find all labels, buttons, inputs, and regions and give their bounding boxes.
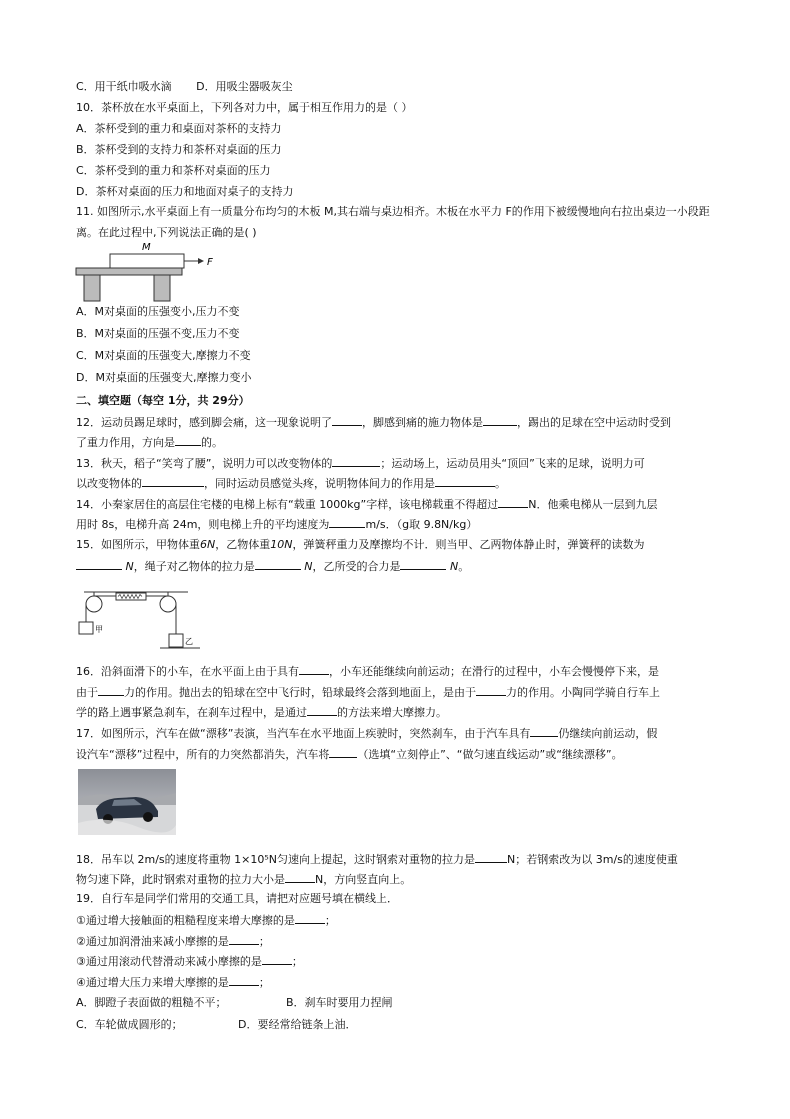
q13-blank-3[interactable]: [435, 475, 495, 487]
q19-blank-3[interactable]: [262, 953, 292, 965]
board-m: [110, 254, 184, 268]
q19-option-c: C．车轮做成圆形的；: [76, 1018, 183, 1031]
q15-blank-3[interactable]: [400, 558, 446, 570]
q15-unit-2: N: [304, 560, 313, 573]
label-f: F: [207, 257, 213, 268]
q13-blank-2[interactable]: [142, 475, 204, 487]
block-jia: [79, 622, 93, 634]
q15-text-2: ，乙物体重: [215, 538, 271, 551]
q18-text-2: N；若钢索改为以 3m/s的速度使重: [507, 853, 678, 866]
q10-option-a: A．茶杯受到的重力和桌面对茶杯的支持力: [76, 122, 282, 135]
pulley-right: [160, 596, 176, 612]
q15-text-5: ，乙所受的合力是: [312, 560, 401, 573]
q16-blank-4[interactable]: [307, 704, 337, 716]
q14-text-3: 用时 8s，电梯升高 24m，则电梯上升的平均速度为: [76, 518, 330, 531]
q12-text-2: ，脚感到痛的施力物体是: [362, 416, 483, 429]
q16-text-4: 力的作用。抛出去的铅球在空中飞行时，铅球最终会落到地面上，是由于: [124, 686, 476, 699]
pulley-left: [86, 596, 102, 612]
q17-text-3: 设汽车“漂移”过程中，所有的力突然都消失，汽车将: [76, 748, 330, 761]
q18-line-2: [76, 871, 411, 887]
q19-options-cd: [76, 1018, 356, 1032]
q12-text-3: ，踢出的足球在空中运动时受到: [517, 416, 671, 429]
q16-blank-1[interactable]: [299, 663, 329, 675]
q13-text-3: 以改变物体的: [76, 477, 142, 490]
q11-figure: [74, 240, 224, 304]
q12-line-2: [76, 434, 223, 450]
q19-stem: 19．自行车是同学们常用的交通工具，请把对应题号填在横线上．: [76, 892, 398, 905]
q19-item-3: [76, 953, 303, 969]
label-yi: 乙: [185, 637, 193, 646]
q17-blank-2[interactable]: [329, 746, 357, 758]
q12-text-4: 了重力作用，方向是: [76, 436, 175, 449]
q16-text-6: 学的路上遇事紧急刹车，在刹车过程中，是通过: [76, 706, 307, 719]
q19-item-2-end: ；: [258, 935, 270, 948]
q19-options-ab: [76, 996, 393, 1010]
q19-blank-4[interactable]: [229, 974, 259, 986]
q17-line-1: [76, 725, 657, 741]
q15-line-1: [76, 538, 644, 552]
q17-blank-1[interactable]: [530, 725, 558, 737]
q16-blank-3[interactable]: [476, 684, 506, 696]
q13-blank-1[interactable]: [332, 455, 380, 467]
q17-text-2: 仍继续向前运动，假: [558, 727, 658, 740]
q15-text-3: ，弹簧秤重力及摩擦均不计．则当甲、乙两物体静止时，弹簧秤的读数为: [292, 538, 645, 551]
q13-line-2: [76, 475, 506, 491]
q19-option-a: A．脚蹬子表面做的粗糙不平；: [76, 996, 227, 1009]
q17-drift-photo: [78, 769, 176, 835]
q15-figure: [76, 586, 206, 656]
q15-text-4: ，绳子对乙物体的拉力是: [133, 560, 255, 573]
q19-item-2-text: ②通过加润滑油来减小摩擦的是: [76, 935, 229, 948]
label-m: M: [142, 242, 151, 253]
q16-line-1: [76, 663, 659, 679]
q18-blank-2[interactable]: [285, 871, 315, 883]
q18-text-4: N，方向竖直向上。: [315, 873, 412, 886]
q19-option-d: D．要经常给链条上油．: [238, 1018, 357, 1031]
q19-item-1-text: ①通过增大接触面的粗糙程度来增大摩擦的是: [76, 914, 295, 927]
q13-line-1: [76, 455, 645, 471]
q12-blank-2[interactable]: [483, 414, 517, 426]
table-top: [76, 268, 182, 275]
table-leg-left: [84, 275, 100, 301]
q11-option-b: B．M对桌面的压强不变,压力不变: [76, 327, 240, 340]
q16-text-2: ，小车还能继续向前运动；在滑行的过程中，小车会慢慢停下来，是: [329, 665, 659, 678]
q19-item-3-text: ③通过用滚动代替滑动来减小摩擦的是: [76, 955, 262, 968]
q19-item-2: [76, 933, 270, 949]
q15-blank-1[interactable]: [76, 558, 122, 570]
q14-blank-1[interactable]: [498, 496, 528, 508]
q18-blank-1[interactable]: [475, 851, 507, 863]
q10-option-d: D．茶杯对桌面的压力和地面对桌子的支持力: [76, 185, 294, 198]
car-wheel-rear: [143, 812, 153, 822]
q19-item-1: [76, 912, 336, 928]
q11-option-a: A．M对桌面的压强变小,压力不变: [76, 305, 240, 318]
q19-item-4-text: ④通过增大压力来增大摩擦的是: [76, 976, 229, 989]
q18-line-1: [76, 851, 678, 867]
q15-blank-2[interactable]: [255, 558, 301, 570]
q12-blank-3[interactable]: [175, 434, 201, 446]
q15-unit-3: N: [449, 560, 459, 573]
q13-text-4: ，同时运动员感觉头疼，说明物体间力的作用是: [204, 477, 435, 490]
q16-line-2: [76, 684, 660, 700]
q14-text-4: m/s．（g取 9.8N/kg）: [365, 518, 478, 531]
q17-text-4: （选填“立刻停止”、“做匀速直线运动”或“继续漂移”。: [357, 748, 623, 761]
q15-line-2: [76, 558, 469, 574]
q19-blank-2[interactable]: [229, 933, 259, 945]
q9-options-text: C．用干纸巾吸水滴 D．用吸尘器吸灰尘: [76, 80, 293, 93]
q14-text-1: 14．小秦家居住的高层住宅楼的电梯上标有“载重 1000kg”字样，该电梯载重不得超过: [76, 498, 499, 511]
q9-options-cd: [76, 80, 293, 94]
q16-text-3: 由于: [76, 686, 98, 699]
q14-text-2: N．他乘电梯从一层到九层: [528, 498, 658, 511]
q19-item-4-end: ；: [258, 976, 270, 989]
q19-option-b: B．刹车时要用力捏闸: [286, 996, 393, 1009]
q19-item-1-end: ；: [324, 914, 336, 927]
q16-text-5: 力的作用。小陶同学骑自行车上: [506, 686, 660, 699]
q13-text-5: 。: [495, 477, 506, 490]
q15-unit-1: N: [125, 560, 134, 573]
force-arrowhead: [198, 258, 204, 264]
q14-blank-2[interactable]: [329, 516, 365, 528]
q11-stem: 11. 如图所示,水平桌面上有一质量分布均匀的木板 M,其右端与桌边相齐。木板在水平力 F的作用下被缓慢地向右拉出桌边一小段距离。在此过程中,下列说法正确的是( ): [76, 205, 710, 239]
q14-line-2: [76, 516, 477, 532]
q19-item-4: [76, 974, 270, 990]
q16-text-7: 的方法来增大摩擦力。: [337, 706, 447, 719]
q12-text-5: 的。: [201, 436, 223, 449]
q17-text-1: 17．如图所示，汽车在做“漂移”表演，当汽车在水平地面上疾驶时，突然刹车，由于汽车具有: [76, 727, 531, 740]
q13-text-1: 13．秋天，稻子“笑弯了腰”，说明力可以改变物体的: [76, 457, 333, 470]
table-leg-right: [154, 275, 170, 301]
q11-option-d: D．M对桌面的压强变大,摩擦力变小: [76, 371, 252, 384]
q12-line-1: [76, 414, 671, 430]
q16-text-1: 16．沿斜面滑下的小车，在水平面上由于具有: [76, 665, 299, 678]
q10-option-b: B．茶杯受到的支持力和茶杯对桌面的压力: [76, 143, 282, 156]
label-jia: 甲: [95, 625, 103, 634]
q14-line-1: [76, 496, 657, 512]
q10-option-c: C．茶杯受到的重力和茶杯对桌面的压力: [76, 164, 271, 177]
q16-line-3: [76, 704, 447, 720]
q18-text-1: 18．吊车以 2m/s的速度将重物 1×10⁵N匀速向上提起，这时钢索对重物的拉力是: [76, 853, 475, 866]
q15-weight-yi: 10N: [270, 538, 293, 551]
q12-text-1: 12．运动员踢足球时，感到脚会痛，这一现象说明了: [76, 416, 332, 429]
q10-stem: 10．茶杯放在水平桌面上，下列各对力中，属于相互作用力的是（ ）: [76, 101, 413, 114]
block-yi: [169, 634, 183, 647]
q15-weight-jia: 6N: [200, 538, 216, 551]
q13-text-2: ；运动场上，运动员用头“顶回”飞来的足球，说明力可: [380, 457, 645, 470]
section-heading: 二、填空题（每空 1分，共 29分）: [76, 394, 250, 407]
q12-blank-1[interactable]: [332, 414, 362, 426]
q18-text-3: 物匀速下降，此时钢索对重物的拉力大小是: [76, 873, 285, 886]
q19-blank-1[interactable]: [295, 912, 325, 924]
q16-blank-2[interactable]: [98, 684, 124, 696]
q19-item-3-end: ；: [291, 955, 303, 968]
q11-option-c: C．M对桌面的压强变大,摩擦力不变: [76, 349, 251, 362]
q17-line-2: [76, 746, 623, 762]
q15-text-1: 15．如图所示，甲物体重: [76, 538, 200, 551]
q15-text-6: 。: [458, 560, 470, 573]
